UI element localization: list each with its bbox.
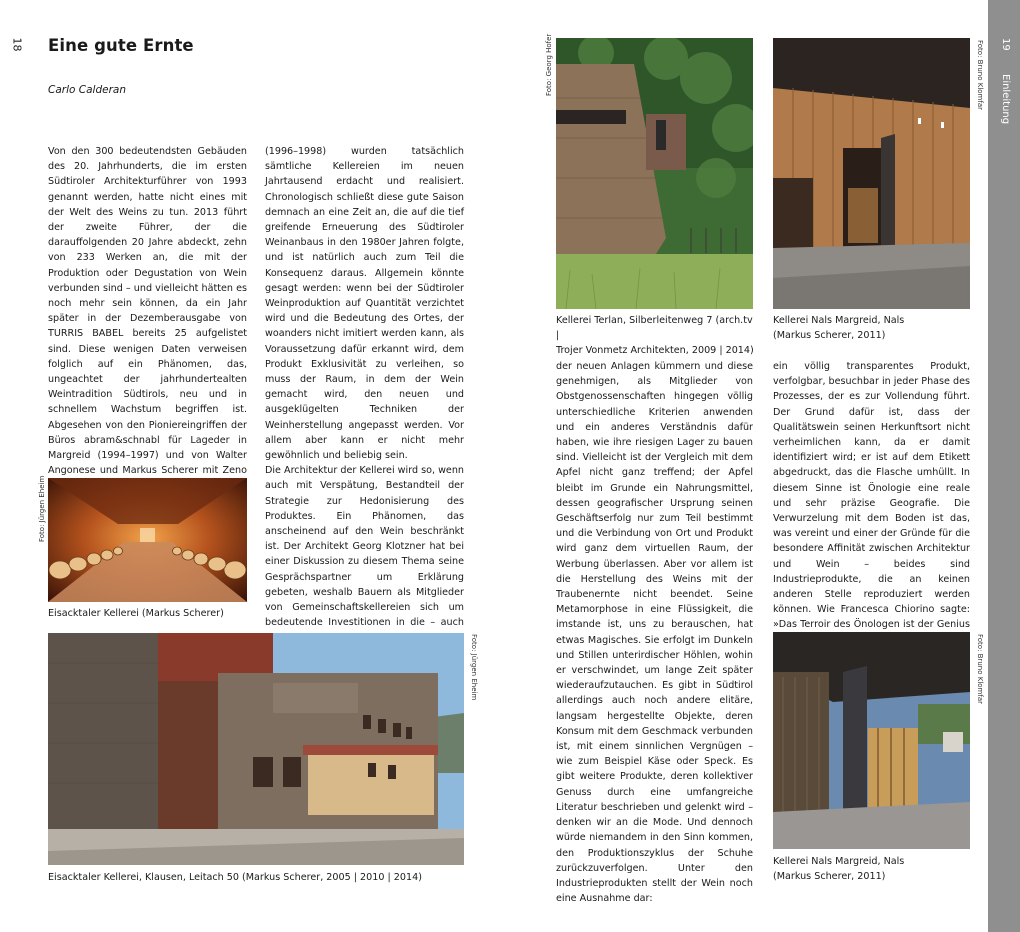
photo-caption <box>773 854 973 884</box>
photo-caption: Eisacktaler Kellerei (Markus Scherer) <box>48 608 224 619</box>
photo-caption <box>556 313 756 359</box>
page-number-right: 19 <box>1000 38 1011 51</box>
caption-line: (Markus Scherer, 2011) <box>773 871 886 883</box>
caption-line: Kellerei Terlan, Silberleitenweg 7 (arch.tv | <box>556 315 753 342</box>
article-author: Carlo Calderan <box>48 84 126 96</box>
paragraph: ein völlig transparentes Produkt, verfolgbar, besuchbar in jeder Phase des Prozesses, der es zur Vollendung führt. Der Grund dafür ist, dass der Qualitätswein seinen Herkunftsort nicht verheimlichen kann, da er damit identifiziert wird; er ist auf dem Etikett abgedruckt, das die Flasche umhüllt. In diesem Sinne ist Önologie eine reale und sehr präzise Geografie. Die Verwurzelung mit dem Boden ist das, was vereint und einer der Gründe für die besondere Affinität zwischen Architektur und Wein – beides sind Industrieprodukte, die an keinen anderen Stelle reproduziert werden können. Wie Francesca Chiorino sagte: »Das Terroir des Önologen ist der Genius <box>773 361 970 631</box>
photo-caption: Eisacktaler Kellerei, Klausen, Leitach 50 (Markus Scherer, 2005 | 2010 | 2014) <box>48 872 422 883</box>
photo-credit: Foto: Jürgen Eheim <box>38 475 46 542</box>
photo-winery-exterior <box>48 633 464 865</box>
caption-line: Kellerei Nals Margreid, Nals <box>773 856 905 867</box>
section-sidebar <box>988 0 1020 932</box>
text-column-4 <box>773 359 970 631</box>
photo-credit: Foto: Georg Hofer <box>545 33 553 96</box>
photo-caption <box>773 313 973 343</box>
photo-kellerei-nals-entrance <box>773 632 970 849</box>
section-label: Einleitung <box>1000 74 1011 125</box>
article-title: Eine gute Ernte <box>48 36 194 55</box>
paragraph: der neuen Anlagen kümmern und diese genehmigen, als Mitglieder von Obstgenossenschaften hingegen völlig unterschiedliche Kriterien anwenden und ein anderes Verständnis dafür haben, wie ihre riesigen Lager zu bauen sind. Vielleicht ist der Vergleich mit dem Apfel nicht ganz treffend; der Apfel bleibt im Grunde ein Nahrungsmittel, dessen geografischer Ursprung seinen Geschäftserfolg nur zum Teil bestimmt und die Verbindung von Ort und Produkt wird ganz dem virtuellen Raum, der Werbung überlassen. Aber vor allem ist die Herstellung des Weins mit der Traubenernte nicht beendet. Seine Metamorphose in eine Flüssigkeit, die imstande ist, uns zu berauschen, hat etwas Magisches. Sie erfolgt im Dunkeln und Stillen unterirdischer Höhlen, wohin er verschwindet, um lange Zeit später wiederaufzutauchen. Es gibt in Südtirol allerdings auch noch andere elitäre, langsam hergestellte Objekte, deren Konsum mit dem Geschmack verbunden ist, mit einem sinnlichen Vergnügen – wie zum Beispiel Käse oder Speck. Es gibt weitere Produkte, deren kollektiver Genuss durch eine umfangreiche Literatur beschrieben und gelenkt wird – denken wir an die Mode. Und dennoch würde niemandem in den Sinn kommen, den Produktionszyklus der Schuhe zurückzuverfolgen. Unter den Industrieprodukten stellt der Wein noch eine Ausnahme dar: <box>556 361 753 905</box>
photo-credit: Foto: Bruno Klomfar <box>976 40 984 110</box>
caption-line: Kellerei Nals Margreid, Nals <box>773 315 905 326</box>
caption-line: Trojer Vonmetz Architekten, 2009 | 2014) <box>556 345 754 357</box>
photo-kellerei-terlan <box>556 38 753 309</box>
photo-credit: Foto: Bruno Klomfar <box>976 634 984 704</box>
page-number-left: 18 <box>10 37 24 52</box>
photo-credit: Foto: Jürgen Eheim <box>470 634 478 701</box>
text-column-3 <box>556 359 753 905</box>
photo-kellerei-nals-wood-facade <box>773 38 970 309</box>
caption-line: (Markus Scherer, 2011) <box>773 330 886 342</box>
paragraph: (1996–1998) wurden tatsächlich sämtliche Kellereien im neuen Jahrtausend erdacht und realisiert. Chronologisch schließt diese gute Saison demnach an eine Zeit an, die auf die tief greifende Erneuerung des Südtiroler Weinanbaus in den 1980er Jahren folgte, und ist natürlich auch zum Teil die Konsequenz daraus. Allgemein könnte gesagt werden: wenn bei der Südtiroler Weinproduktion auf Quantität verzichtet wird und die Bedeutung des Ortes, der woanders nicht imitiert werden kann, als Voraussetzung dafür erkannt wird, dem Produkt Exklusivität zu verleihen, so muss der Raum, in dem der Wein gemacht wird, den neuen und ausgeklügelten Techniken der Weinherstellung angepasst werden. Vor allem aber kann er nicht mehr gewöhnlich und beliebig sein. <box>265 146 464 462</box>
paragraph: Die Architektur der Kellerei wird so, wenn auch mit Verspätung, Bestandteil der Strategie zur Hedonisierung des Produktes. Ein Phänomen, das anscheinend auf den Wein beschränkt ist. Der Architekt Georg Klotzner hat bei einer Diskussion zu diesem Thema seine Gesprächspartner um Erklärung gebeten, weshalb Bauern als Mitglieder von Gemeinschaftskellereien sich um bedeutende Investitionen in die – auch <box>265 465 464 629</box>
paragraph: Von den 300 bedeutendsten Gebäuden des 20. Jahrhunderts, die im ersten Südtiroler Architekturführer von 1993 genannt werden, hatte nicht eines mit der Welt des Weins zu tun. 2013 führt der zweite Führer, der die darauffolgenden 20 Jahre abdeckt, zehn von 233 Werken an, die mit der Produktion oder Degustation von Wein verbunden sind – und vielleicht hätten es noch mehr sein können, da ein Jahr später in der Dezemberausgabe von TURRIS BABEL bereits 25 aufgelistet sind. Diese wenigen Daten verweisen folglich auf ein Phänomen, das, ungeachtet der jahrhundertealten Weintradition Südtirols, neu und in schnellem Wachstum begriffen ist. Abgesehen von den Pioniereingriffen der Büros abram&schnabl für Lageder in Margreid (1994–1997) und von Walter Angonese und Markus Scherer mit Zeno <box>48 146 247 477</box>
photo-cellar-barrels <box>48 478 247 602</box>
text-column-2 <box>265 144 464 629</box>
text-column-1 <box>48 144 247 477</box>
